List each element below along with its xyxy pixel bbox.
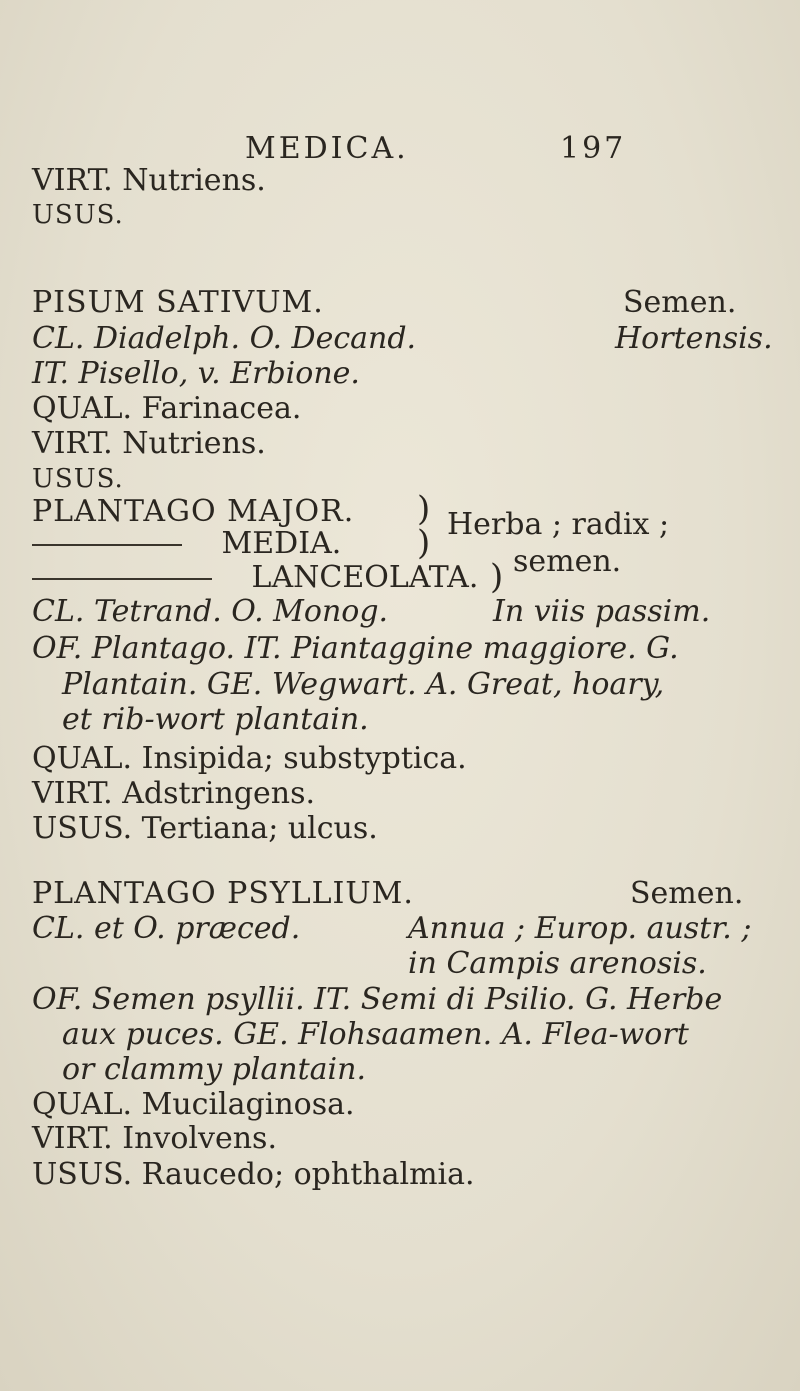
entry-names: Plantain. GE. Wegwart. A. Great, hoary,: [62, 667, 665, 702]
variety-name: LANCEOLATA.: [251, 560, 479, 595]
entry-usus: USUS.: [32, 464, 124, 494]
entry-italian-name: IT. Pisello, v. Erbione.: [32, 356, 360, 391]
entry-classification: CL. Diadelph. O. Decand.: [32, 321, 417, 356]
entry-virt: VIRT. Involvens.: [32, 1121, 277, 1156]
ditto-rule: [32, 578, 212, 580]
entry-usus: USUS. Raucedo; ophthalmia.: [32, 1157, 475, 1192]
variety-name: MEDIA.: [221, 526, 342, 561]
entry-names: et rib-wort plantain.: [62, 702, 369, 737]
entry-part: Semen.: [630, 876, 744, 911]
page-number: 197: [560, 131, 627, 166]
entry-names: or clammy plantain.: [62, 1052, 366, 1087]
entry-virt: VIRT. Nutriens.: [32, 163, 266, 198]
entry-habitat: In viis passim.: [493, 594, 711, 629]
ditto-rule: [32, 544, 182, 546]
entry-title: PISUM SATIVUM.: [32, 285, 324, 320]
entry-qual: QUAL. Farinacea.: [32, 391, 302, 426]
entry-virt: VIRT. Adstringens.: [32, 776, 316, 811]
entry-part: Herba ; radix ;: [447, 507, 670, 542]
running-head: MEDICA.: [245, 131, 409, 166]
entry-part: semen.: [513, 544, 622, 579]
entry-habitat: Annua ; Europ. austr. ;: [408, 911, 752, 946]
entry-usus: USUS. Tertiana; ulcus.: [32, 811, 378, 846]
entry-habitat: Hortensis.: [615, 321, 773, 356]
entry-names: OF. Semen psyllii. IT. Semi di Psilio. G. Herbe: [32, 982, 723, 1017]
entry-classification: CL. et O. præced.: [32, 911, 301, 946]
right-paren: ): [417, 489, 431, 529]
entry-usus: USUS.: [32, 200, 124, 230]
entry-names: OF. Plantago. IT. Piantaggine maggiore. G.: [32, 631, 679, 666]
right-paren: ): [417, 523, 431, 563]
entry-title: PLANTAGO MAJOR.: [32, 494, 355, 529]
entry-qual: QUAL. Insipida; substyptica.: [32, 741, 467, 776]
entry-classification: CL. Tetrand. O. Monog.: [32, 594, 389, 629]
right-paren: ): [490, 557, 504, 597]
entry-title: PLANTAGO PSYLLIUM.: [32, 876, 414, 911]
variety-line: [32, 527, 341, 561]
entry-names: aux puces. GE. Flohsaamen. A. Flea-wort: [62, 1017, 689, 1052]
entry-virt: VIRT. Nutriens.: [32, 426, 266, 461]
entry-part: Semen.: [623, 285, 737, 320]
entry-qual: QUAL. Mucilaginosa.: [32, 1087, 355, 1122]
entry-habitat: in Campis arenosis.: [408, 946, 707, 981]
variety-line: [32, 561, 478, 595]
